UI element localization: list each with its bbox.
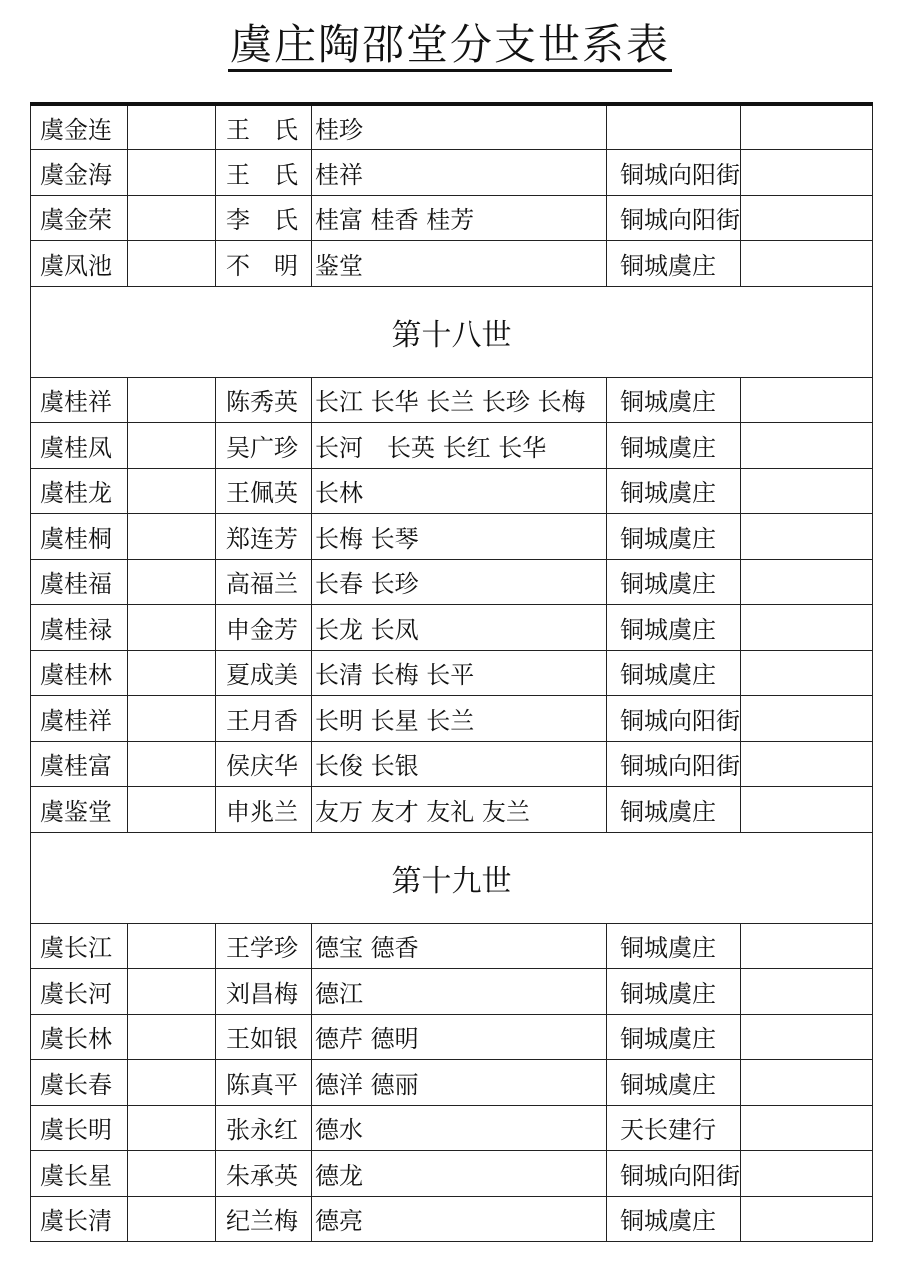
residence-cell: 天长建行: [607, 1105, 741, 1151]
spouse-cell: 王如银: [216, 1014, 312, 1060]
person-name-cell: 虞长春: [31, 1060, 128, 1106]
table-row: [31, 1196, 873, 1242]
children-cell: 德水: [312, 1105, 607, 1151]
children-cell: 长俊 长银: [312, 741, 607, 787]
residence-cell: 铜城虞庄: [607, 514, 741, 560]
residence-cell: 铜城向阳街: [607, 741, 741, 787]
person-name-cell: 虞桂祥: [31, 696, 128, 742]
blank-cell: [128, 1151, 216, 1197]
residence-cell: 铜城虞庄: [607, 423, 741, 469]
person-name-cell: 虞金连: [31, 104, 128, 150]
children-cell: 德芹 德明: [312, 1014, 607, 1060]
generation-label: 第十八世: [31, 286, 873, 377]
blank-cell: [741, 150, 873, 196]
person-name-cell: 虞鉴堂: [31, 787, 128, 833]
blank-cell: [741, 741, 873, 787]
blank-cell: [741, 1151, 873, 1197]
blank-cell: [128, 969, 216, 1015]
person-name-cell: 虞金海: [31, 150, 128, 196]
children-cell: 长江 长华 长兰 长珍 长梅: [312, 377, 607, 423]
blank-cell: [128, 514, 216, 560]
residence-cell: 铜城虞庄: [607, 1014, 741, 1060]
children-cell: 德龙: [312, 1151, 607, 1197]
blank-cell: [128, 468, 216, 514]
residence-cell: 铜城虞庄: [607, 605, 741, 651]
residence-cell: 铜城虞庄: [607, 377, 741, 423]
children-cell: 德洋 德丽: [312, 1060, 607, 1106]
children-cell: 桂富 桂香 桂芳: [312, 195, 607, 241]
table-row: [31, 468, 873, 514]
residence-cell: 铜城向阳街: [607, 195, 741, 241]
table-row: [31, 241, 873, 287]
spouse-cell: 王佩英: [216, 468, 312, 514]
generation-header-row: [31, 286, 873, 377]
residence-cell: 铜城虞庄: [607, 923, 741, 969]
spouse-cell: 刘昌梅: [216, 969, 312, 1015]
page-title: [0, 14, 900, 76]
residence-cell: 铜城虞庄: [607, 559, 741, 605]
blank-cell: [128, 741, 216, 787]
person-name-cell: 虞长江: [31, 923, 128, 969]
table-row: [31, 1105, 873, 1151]
person-name-cell: 虞凤池: [31, 241, 128, 287]
spouse-cell: 张永红: [216, 1105, 312, 1151]
blank-cell: [128, 150, 216, 196]
table-row: [31, 787, 873, 833]
table-row: [31, 559, 873, 605]
spouse-cell: 侯庆华: [216, 741, 312, 787]
blank-cell: [741, 468, 873, 514]
person-name-cell: 虞桂桐: [31, 514, 128, 560]
person-name-cell: 虞长清: [31, 1196, 128, 1242]
blank-cell: [741, 1105, 873, 1151]
blank-cell: [741, 696, 873, 742]
children-cell: 鉴堂: [312, 241, 607, 287]
blank-cell: [741, 1196, 873, 1242]
person-name-cell: 虞桂祥: [31, 377, 128, 423]
children-cell: 长梅 长琴: [312, 514, 607, 560]
table-row: [31, 377, 873, 423]
children-cell: 桂祥: [312, 150, 607, 196]
residence-cell: 铜城虞庄: [607, 1196, 741, 1242]
children-cell: 德亮: [312, 1196, 607, 1242]
table-row: [31, 923, 873, 969]
person-name-cell: 虞长明: [31, 1105, 128, 1151]
person-name-cell: 虞长河: [31, 969, 128, 1015]
residence-cell: 铜城虞庄: [607, 650, 741, 696]
residence-cell: 铜城虞庄: [607, 468, 741, 514]
blank-cell: [128, 559, 216, 605]
person-name-cell: 虞桂龙: [31, 468, 128, 514]
spouse-cell: 陈秀英: [216, 377, 312, 423]
blank-cell: [128, 1014, 216, 1060]
spouse-cell: 吴广珍: [216, 423, 312, 469]
spouse-cell: 不 明: [216, 241, 312, 287]
children-cell: 长明 长星 长兰: [312, 696, 607, 742]
blank-cell: [128, 650, 216, 696]
residence-cell: 铜城虞庄: [607, 241, 741, 287]
table-row: [31, 741, 873, 787]
spouse-cell: 纪兰梅: [216, 1196, 312, 1242]
page-title-text: 虞庄陶邵堂分支世系表: [228, 20, 672, 72]
residence-cell: 铜城向阳街: [607, 696, 741, 742]
residence-cell: 铜城虞庄: [607, 969, 741, 1015]
person-name-cell: 虞桂林: [31, 650, 128, 696]
spouse-cell: 夏成美: [216, 650, 312, 696]
person-name-cell: 虞桂凤: [31, 423, 128, 469]
person-name-cell: 虞桂福: [31, 559, 128, 605]
blank-cell: [128, 423, 216, 469]
blank-cell: [741, 969, 873, 1015]
spouse-cell: 朱承英: [216, 1151, 312, 1197]
blank-cell: [741, 423, 873, 469]
children-cell: 桂珍: [312, 104, 607, 150]
table-row: [31, 1060, 873, 1106]
table-row: [31, 150, 873, 196]
blank-cell: [741, 195, 873, 241]
residence-cell: 铜城向阳街: [607, 1151, 741, 1197]
blank-cell: [741, 559, 873, 605]
blank-cell: [128, 195, 216, 241]
residence-cell: 铜城向阳街: [607, 150, 741, 196]
spouse-cell: 陈真平: [216, 1060, 312, 1106]
children-cell: 长清 长梅 长平: [312, 650, 607, 696]
blank-cell: [741, 923, 873, 969]
children-cell: 友万 友才 友礼 友兰: [312, 787, 607, 833]
children-cell: 长林: [312, 468, 607, 514]
residence-cell: 铜城虞庄: [607, 787, 741, 833]
blank-cell: [128, 605, 216, 651]
blank-cell: [741, 650, 873, 696]
blank-cell: [128, 696, 216, 742]
generation-label: 第十九世: [31, 832, 873, 923]
spouse-cell: 李 氏: [216, 195, 312, 241]
table-row: [31, 1014, 873, 1060]
table-row: [31, 423, 873, 469]
blank-cell: [741, 787, 873, 833]
spouse-cell: 申金芳: [216, 605, 312, 651]
genealogy-table: [30, 102, 873, 1242]
children-cell: 长春 长珍: [312, 559, 607, 605]
blank-cell: [741, 377, 873, 423]
spouse-cell: 郑连芳: [216, 514, 312, 560]
genealogy-table-body: [31, 104, 873, 1242]
spouse-cell: 王月香: [216, 696, 312, 742]
blank-cell: [741, 104, 873, 150]
blank-cell: [128, 1105, 216, 1151]
blank-cell: [741, 1060, 873, 1106]
blank-cell: [741, 605, 873, 651]
residence-cell: 铜城虞庄: [607, 1060, 741, 1106]
blank-cell: [128, 377, 216, 423]
generation-header-row: [31, 832, 873, 923]
blank-cell: [128, 1060, 216, 1106]
blank-cell: [128, 1196, 216, 1242]
table-row: [31, 104, 873, 150]
blank-cell: [741, 1014, 873, 1060]
residence-cell: [607, 104, 741, 150]
table-row: [31, 1151, 873, 1197]
spouse-cell: 高福兰: [216, 559, 312, 605]
spouse-cell: 王 氏: [216, 150, 312, 196]
blank-cell: [128, 923, 216, 969]
table-row: [31, 195, 873, 241]
blank-cell: [741, 241, 873, 287]
spouse-cell: 王学珍: [216, 923, 312, 969]
person-name-cell: 虞长林: [31, 1014, 128, 1060]
table-row: [31, 969, 873, 1015]
blank-cell: [128, 241, 216, 287]
table-row: [31, 650, 873, 696]
person-name-cell: 虞桂富: [31, 741, 128, 787]
spouse-cell: 申兆兰: [216, 787, 312, 833]
children-cell: 长河 长英 长红 长华: [312, 423, 607, 469]
blank-cell: [128, 104, 216, 150]
blank-cell: [128, 787, 216, 833]
person-name-cell: 虞金荣: [31, 195, 128, 241]
person-name-cell: 虞桂禄: [31, 605, 128, 651]
person-name-cell: 虞长星: [31, 1151, 128, 1197]
table-row: [31, 605, 873, 651]
children-cell: 长龙 长凤: [312, 605, 607, 651]
children-cell: 德宝 德香: [312, 923, 607, 969]
spouse-cell: 王 氏: [216, 104, 312, 150]
blank-cell: [741, 514, 873, 560]
children-cell: 德江: [312, 969, 607, 1015]
table-row: [31, 514, 873, 560]
table-row: [31, 696, 873, 742]
